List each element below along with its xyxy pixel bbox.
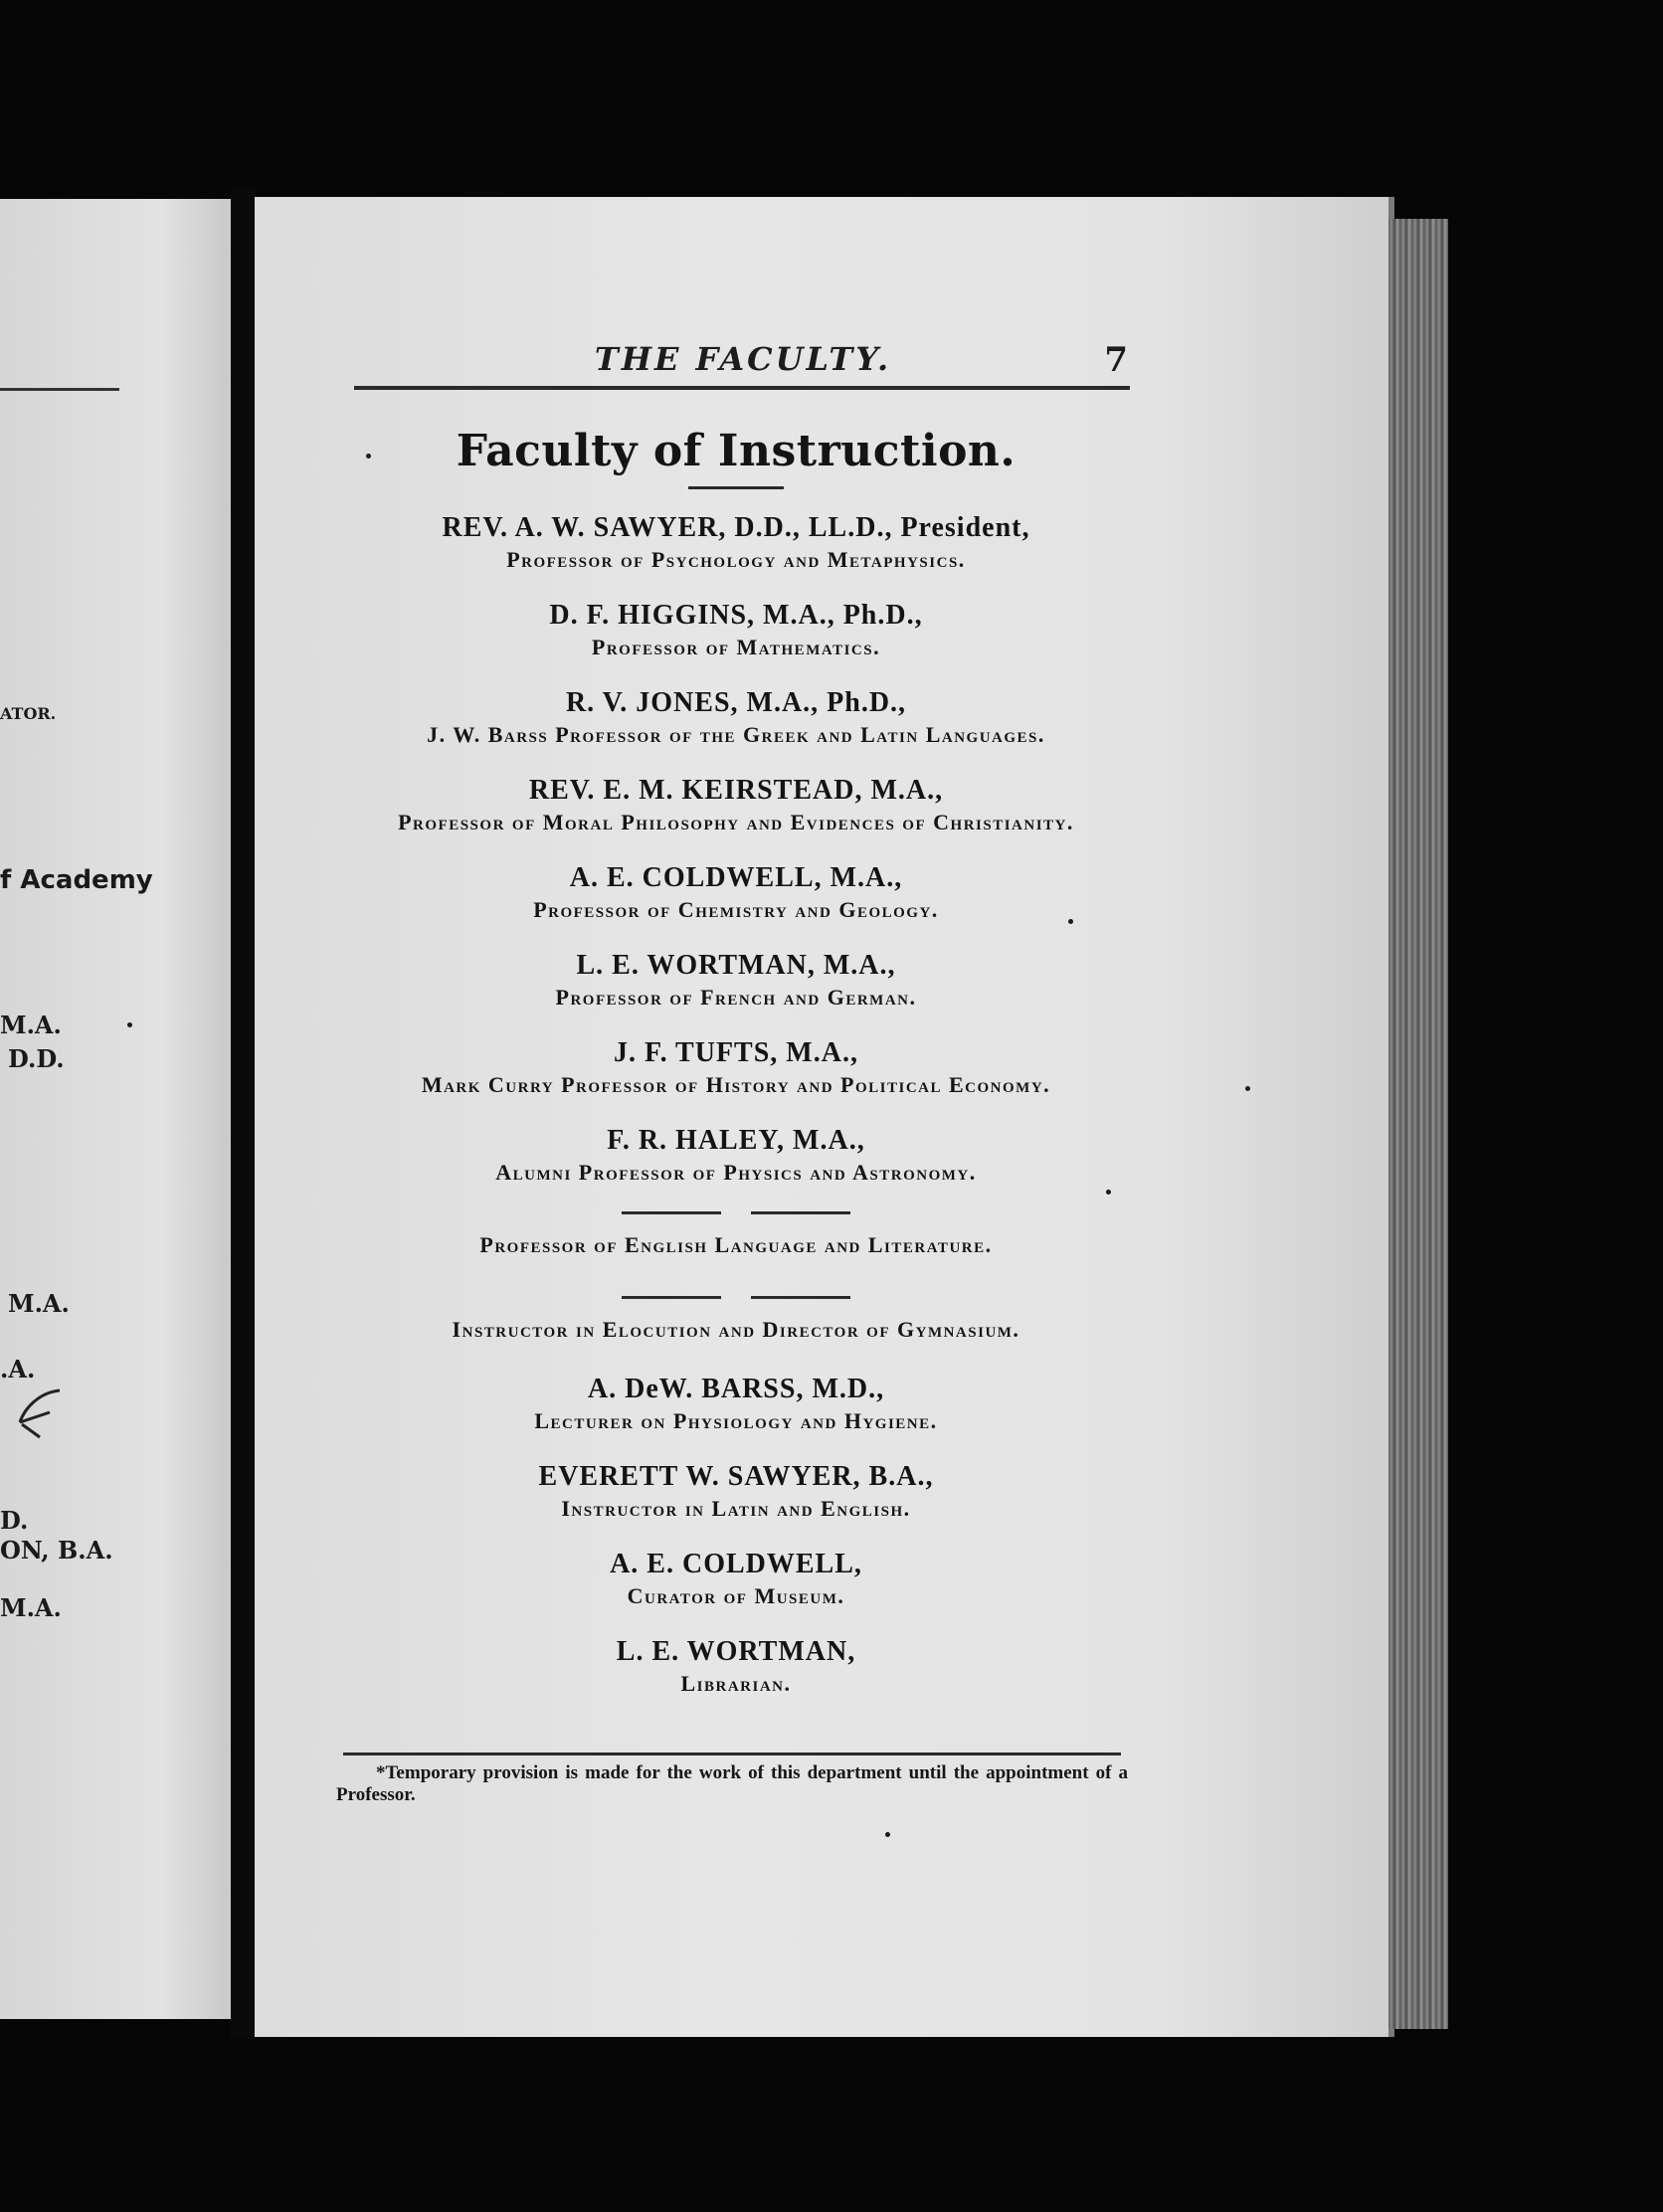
footnote: *Temporary provision is made for the work of this department until the appointment of a Professor. (336, 1762, 1128, 1805)
faculty-role: Curator of Museum. (627, 1583, 845, 1608)
vacancy-rule (338, 1211, 1134, 1214)
faculty-entry (338, 1548, 1134, 1611)
pencil-mark-icon (10, 1382, 70, 1442)
faculty-role: Professor of Chemistry and Geology. (533, 897, 939, 922)
previous-page-fragment (0, 199, 231, 2019)
faculty-name: REV. E. M. KEIRSTEAD, M.A., (528, 775, 944, 806)
vacant-position: Professor of English Language and Literature. (479, 1232, 993, 1257)
scan-speck (1106, 1190, 1111, 1195)
left-fragment-2: f Academy (0, 865, 153, 895)
faculty-entry (338, 949, 1134, 1013)
footnote-rule (343, 1752, 1121, 1755)
faculty-name: F. R. HALEY, M.A., (607, 1125, 865, 1156)
left-fragment-1: ATOR. (0, 704, 57, 723)
faculty-role: J. W. Barss Professor of the Greek and Latin Languages. (427, 722, 1045, 747)
vacant-position: Instructor in Elocution and Director of Gymnasium. (452, 1317, 1020, 1342)
faculty-entry (338, 686, 1134, 750)
faculty-entry (338, 1373, 1134, 1436)
faculty-entry (338, 1635, 1134, 1699)
faculty-role: Professor of Mathematics. (591, 635, 881, 659)
faculty-name: EVERETT W. SAWYER, B.A., (538, 1461, 934, 1492)
page-edges (1388, 219, 1448, 2029)
faculty-entry (338, 599, 1134, 662)
faculty-name: J. F. TUFTS, M.A., (614, 1037, 858, 1068)
scan-speck (366, 454, 371, 459)
scan-speck (1245, 1086, 1250, 1091)
faculty-name: A. E. COLDWELL, (610, 1549, 862, 1579)
faculty-list (338, 418, 1134, 1723)
faculty-role: Librarian. (680, 1671, 792, 1696)
header-rule (354, 386, 1130, 390)
vacancy-rule (338, 1296, 1134, 1299)
faculty-role: Professor of Moral Philosophy and Evidences of Christianity. (398, 810, 1074, 834)
running-head (358, 340, 1128, 378)
faculty-entry (338, 511, 1134, 575)
faculty-name: REV. A. W. SAWYER, D.D., LL.D., President, (442, 512, 1030, 543)
faculty-name: A. E. COLDWELL, M.A., (569, 862, 903, 893)
faculty-entry (338, 861, 1134, 925)
left-fragment-7: D. (0, 1506, 29, 1535)
scan-speck (1068, 919, 1073, 924)
faculty-entry (338, 1124, 1134, 1188)
scan-speck (127, 1022, 132, 1027)
faculty-name: D. F. HIGGINS, M.A., Ph.D., (549, 600, 923, 631)
left-fragment-8: ON, B.A. (0, 1536, 113, 1565)
left-fragment-4: D.D. (8, 1044, 65, 1073)
faculty-role: Professor of French and German. (555, 985, 917, 1010)
left-fragment-9: M.A. (0, 1593, 62, 1622)
book-gutter (231, 189, 255, 2039)
faculty-role: Instructor in Latin and English. (561, 1496, 911, 1521)
faculty-name: A. DeW. BARSS, M.D., (587, 1374, 885, 1404)
faculty-entry (338, 1036, 1134, 1100)
faculty-entry (338, 774, 1134, 837)
left-fragment-5: M.A. (8, 1289, 70, 1318)
faculty-entry (338, 1460, 1134, 1524)
faculty-role: Alumni Professor of Physics and Astronomy. (495, 1160, 977, 1185)
scan-speck (885, 1832, 890, 1837)
page-title: Faculty of Instruction. (456, 426, 1016, 476)
faculty-name: R. V. JONES, M.A., Ph.D., (565, 687, 907, 718)
previous-page-rule (0, 388, 119, 391)
title-rule (688, 486, 784, 489)
running-head-title: THE FACULTY. (594, 340, 892, 378)
page-number: 7 (1104, 340, 1128, 380)
left-fragment-6: .A. (0, 1355, 36, 1383)
faculty-role: Mark Curry Professor of History and Political Economy. (421, 1072, 1051, 1097)
faculty-name: L. E. WORTMAN, M.A., (576, 950, 896, 981)
left-fragment-3: M.A. (0, 1011, 62, 1039)
faculty-role: Professor of Psychology and Metaphysics. (506, 547, 966, 572)
faculty-role: Lecturer on Physiology and Hygiene. (534, 1408, 938, 1433)
faculty-name: L. E. WORTMAN, (616, 1636, 856, 1667)
